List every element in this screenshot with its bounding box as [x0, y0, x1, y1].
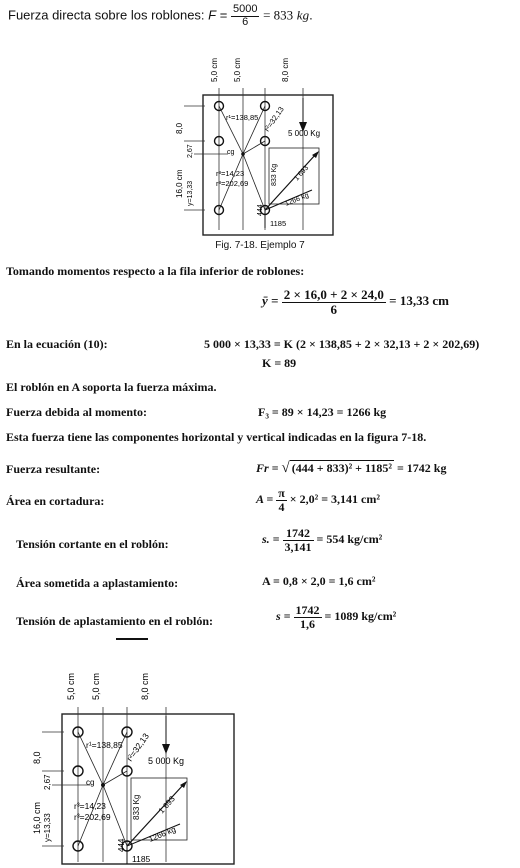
figure-caption: Fig. 7-18. Ejemplo 7 — [215, 240, 305, 251]
label-shear-stress: Tensión cortante en el roblón: — [16, 537, 169, 551]
fig2-r3: r³=14,23 — [74, 801, 106, 811]
fig2-dim-left-2: 2,67 — [43, 774, 52, 790]
fig1-force-444: 444 — [257, 204, 264, 216]
header-numerator: 5000 — [232, 3, 258, 15]
fig1-force-833: 833 Kg — [271, 163, 278, 186]
fig2-dim-left-1: 8,0 — [32, 751, 42, 764]
fig1-dim-left-3: 16,0 cm — [175, 169, 184, 198]
ybar-numerator: 2 × 16,0 + 2 × 24,0 — [283, 287, 384, 302]
fig1-cg: cg — [227, 149, 235, 156]
fig2-force-833: 833 Kg — [132, 794, 141, 820]
eq-shear-stress: s. = $\frac{1742}{3,141}$ = 554 kg/cm² — [262, 526, 383, 554]
label-bearing-area: Área sometida a aplastamiento: — [16, 576, 179, 590]
fig2-load: 5 000 Kg — [148, 756, 185, 766]
separator-line — [116, 638, 148, 640]
fig2-dim-left-3: 16,0 cm — [32, 801, 42, 834]
eq-resultant: Fr = √ (444 + 833)² + 1185² = 1742 kg — [256, 460, 447, 476]
fig1-r3: r³=14,23 — [216, 169, 245, 178]
eq-ybar: ȳ = $\frac{2 \times 16,0 + 2 \times 24,0}{6}$ = 13,33 cm — [262, 287, 449, 317]
eq-10: 5 000 × 13,33 = K (2 × 138,85 + 2 × 32,13 + 2 × 202,69) — [204, 337, 480, 351]
ybar-denominator: 6 — [330, 301, 338, 317]
header-denominator: 6 — [242, 15, 249, 28]
label-resultant: Fuerza resultante: — [6, 462, 101, 476]
eq-area-shear: A = $\frac{\pi}{4}$ × 2,0² = 3,141 cm² — [256, 486, 380, 514]
header-fraction — [231, 4, 259, 28]
fig1-dim-top-3: 8,0 cm — [281, 57, 290, 82]
eq-bearing-stress: s = $\frac{1742}{1,6}$ = 1089 kg/cm² — [276, 603, 397, 631]
fig2-dim-top-3: 8,0 cm — [140, 672, 150, 700]
fig2-r2: r²=32,13 — [124, 731, 151, 764]
text-roblon-a: El roblón en A soporta la fuerza máxima. — [6, 380, 217, 394]
text-components: Esta fuerza tiene las componentes horizontal y vertical indicadas en la figura 7-18. — [6, 430, 427, 444]
fig2-force-444: 444 — [117, 838, 126, 852]
fig1-dim-left-4: y=13,33 — [187, 180, 194, 206]
header-label: Fuerza directa sobre los roblones: — [8, 7, 205, 23]
fig2-r1: r¹=138,85 — [86, 740, 123, 750]
resultant-radicand: (444 + 833)² + 1185² — [291, 461, 392, 475]
fig1-force-1693: 1 693 — [293, 164, 311, 183]
fig2-force-1693: 1 693 — [156, 794, 177, 816]
fig2-r4: r³=202,69 — [74, 812, 111, 822]
eq-k: K = 89 — [262, 356, 297, 370]
label-moment: Fuerza debida al momento: — [6, 405, 147, 419]
fig2-dim-top-2: 5,0 cm — [91, 672, 101, 700]
fig1-dim-top-2: 5,0 cm — [233, 57, 242, 82]
label-bearing-stress: Tensión de aplastamiento en el roblón: — [16, 614, 214, 628]
fig2-cg: cg — [86, 778, 95, 787]
fig1-r4: r³=202,69 — [216, 179, 249, 188]
fig2-dim-left-4: y=13,33 — [43, 813, 52, 842]
figure-diagram-top — [170, 58, 340, 238]
fig1-r1: r¹=138,85 — [226, 113, 259, 122]
figure-diagram-bottom — [32, 672, 238, 866]
header-result: = 833 — [263, 7, 294, 23]
fig2-force-1266: 1266 kg — [147, 824, 178, 844]
fig1-load: 5 000 Kg — [288, 129, 321, 138]
fig1-force-1266: 1266 kg — [284, 192, 310, 208]
fig2-force-1185: 1185 — [132, 854, 151, 864]
header-unit: kg — [296, 7, 310, 23]
header-lhs: F — [208, 7, 217, 23]
fig1-dim-top-1: 5,0 cm — [210, 57, 219, 82]
fig1-dim-left-2: 2,67 — [187, 144, 194, 158]
label-area-shear: Área en cortadura: — [6, 494, 105, 508]
eq-moment: F₃ = 89 × 14,23 = 1266 kg — [258, 405, 387, 419]
fig1-dim-left-1: 8,0 — [175, 122, 184, 134]
header-line: Fuerza directa sobre los roblones: F = $\frac{5000}{6}$ = 833 kg. — [8, 3, 313, 28]
eq-bearing-area: A = 0,8 × 2,0 = 1,6 cm² — [262, 574, 376, 588]
fig1-force-1185: 1185 — [270, 219, 287, 228]
label-eq10: En la ecuación (10): — [6, 337, 108, 351]
text-tomando-momentos: Tomando momentos respecto a la fila inferior de roblones: — [6, 264, 305, 278]
fig1-r2: r²=32,13 — [262, 104, 286, 134]
fig2-dim-top-1: 5,0 cm — [66, 672, 76, 700]
